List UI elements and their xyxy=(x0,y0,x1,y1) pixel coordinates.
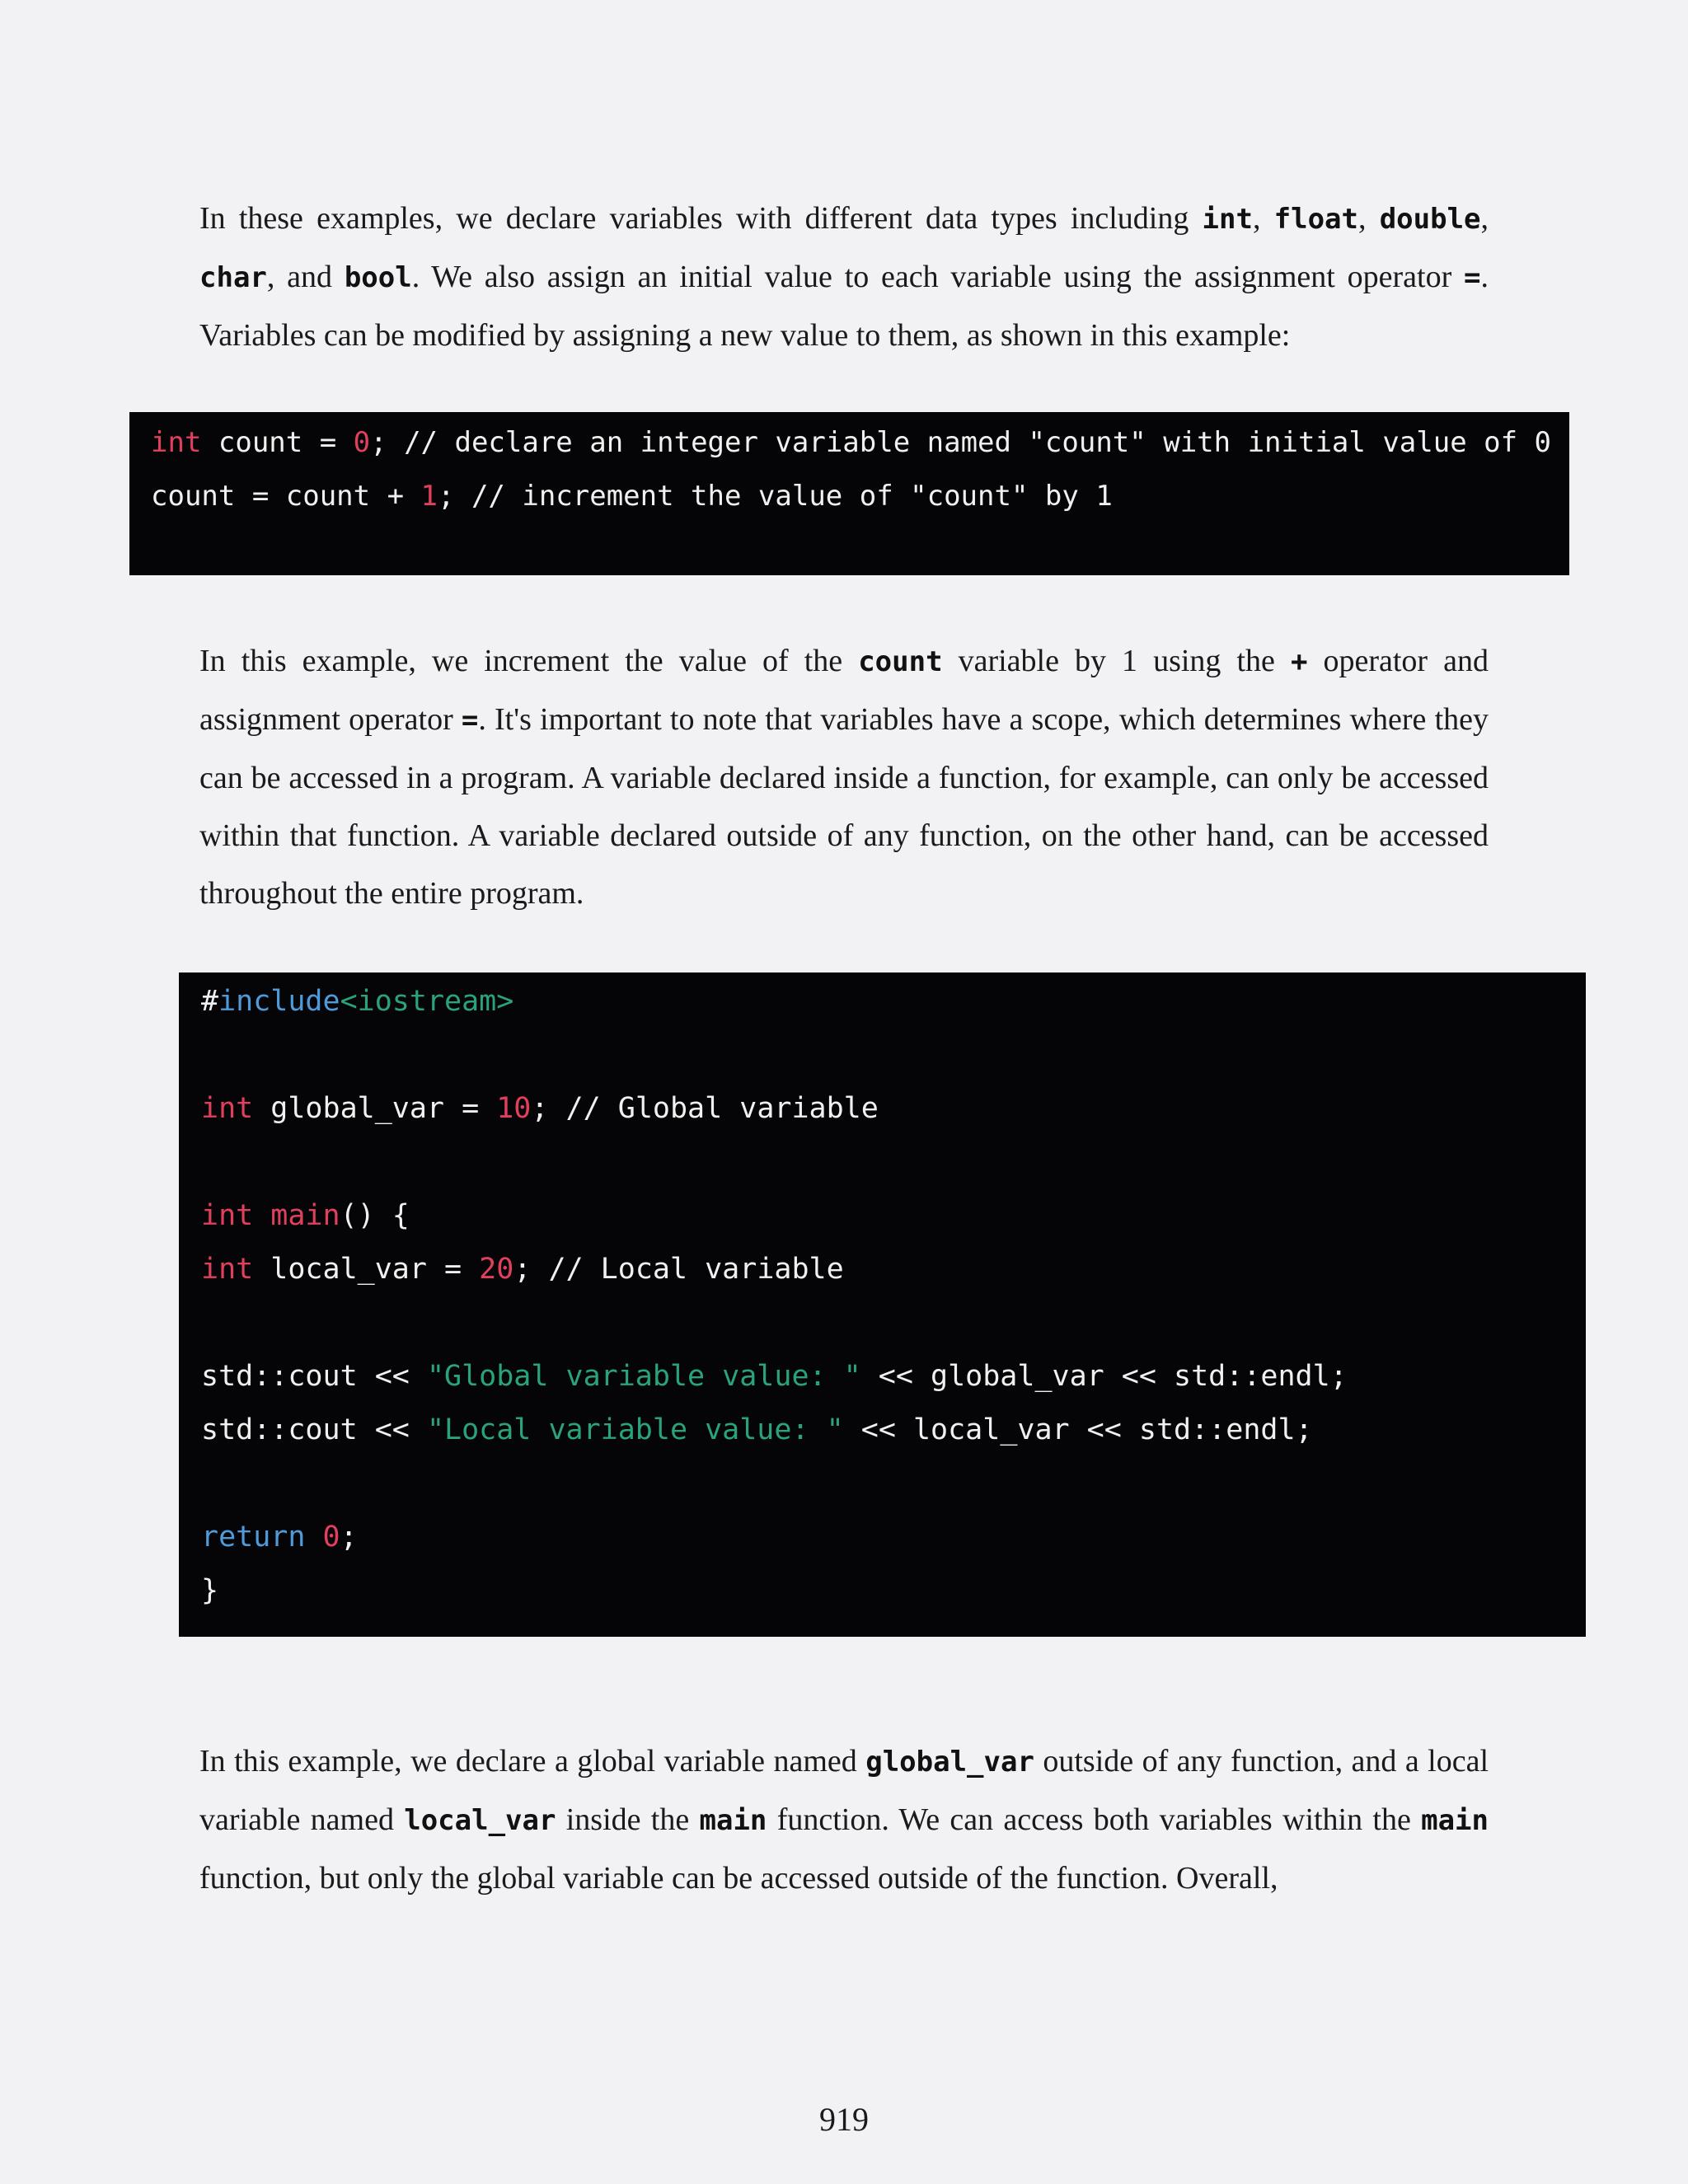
inline-code: double xyxy=(1379,203,1481,236)
code-line: std::cout << "Global variable value: " << global_var << std::endl; xyxy=(201,1360,1348,1393)
code-line-blank xyxy=(201,1457,1586,1511)
inline-code: main xyxy=(699,1804,767,1837)
code-line: int local_var = 20; // Local variable xyxy=(201,1253,844,1286)
inline-code: global_var xyxy=(865,1746,1034,1779)
inline-code: int xyxy=(1202,203,1253,236)
code-line-blank xyxy=(201,1296,1586,1350)
code-line: } xyxy=(201,1574,219,1607)
page-number: 919 xyxy=(819,2101,869,2138)
inline-code: + xyxy=(1290,645,1308,678)
code-line-blank xyxy=(201,1029,1586,1082)
code-line: count = count + 1; // increment the value of "count" by 1 xyxy=(151,480,1113,513)
inline-code: float xyxy=(1273,203,1358,236)
inline-code: char xyxy=(199,261,267,294)
paragraph-intro: In these examples, we declare variables with different data types including int, float, double, char, and bool. We also assign an initial value to each variable using the assignment operator =. Variables can be modified by assigning a new value to them, as shown in this example: xyxy=(199,201,1489,353)
code-line: int count = 0; // declare an integer variable named "count" with initial value of 0 xyxy=(151,426,1552,459)
paragraph-scope: In this example, we increment the value of the count variable by 1 using the + operator and assignment operator =. It's important to note that variables have a scope, which determines where they can be accessed in a program. A variable declared inside a function, for example, can only be accessed within that function. A variable declared outside of any function, on the other hand, can be accessed throughout the entire program. xyxy=(199,644,1489,911)
inline-code: main xyxy=(1421,1804,1489,1837)
code-block-scope-example xyxy=(179,972,1586,1637)
inline-code: local_var xyxy=(404,1804,556,1837)
code-line-blank xyxy=(201,1136,1586,1189)
code-line: std::cout << "Local variable value: " << local_var << std::endl; xyxy=(201,1413,1313,1446)
code-block-count xyxy=(129,412,1569,575)
code-line: int global_var = 10; // Global variable xyxy=(201,1092,879,1125)
inline-code: = xyxy=(461,704,479,737)
code-line: #include<iostream> xyxy=(201,985,514,1018)
inline-code: bool xyxy=(344,261,412,294)
code-line: int main() { xyxy=(201,1199,410,1232)
code-line: return 0; xyxy=(201,1521,358,1554)
inline-code: = xyxy=(1464,261,1481,294)
paragraph-summary: In this example, we declare a global variable named global_var outside of any function, and a local variable named local_var inside the main function. We can access both variables within the main function, but only the global variable can be accessed outside of the function. Overall, xyxy=(199,1744,1489,1896)
inline-code: count xyxy=(858,645,943,678)
